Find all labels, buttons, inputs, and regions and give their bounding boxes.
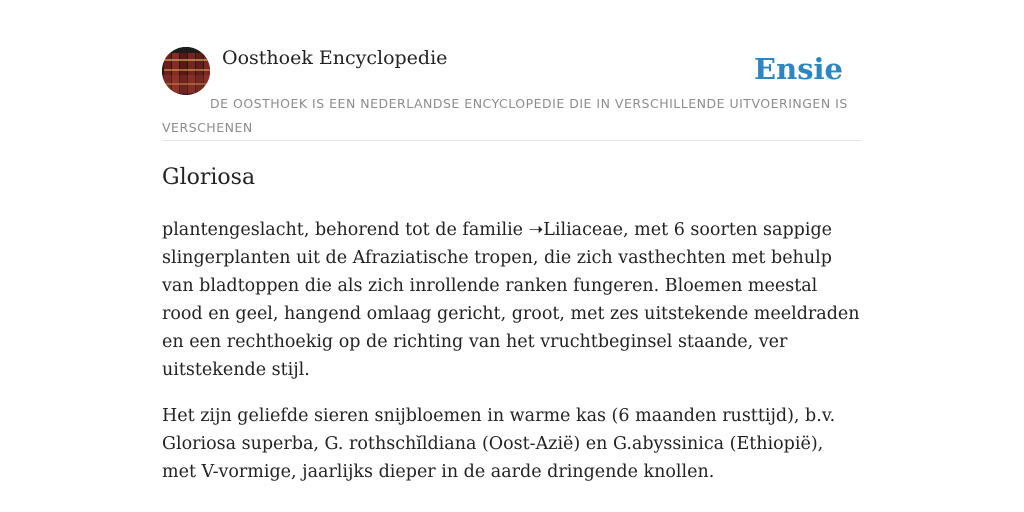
encyclopedia-books-icon[interactable]	[162, 47, 210, 95]
article-paragraph-2: Het zijn geliefde sieren snijbloemen in warme kas (6 maanden rusttijd), b.v. Gloriosa superba, G. rothschĭldiana (Oost-Azië) en G.abyssinica (Ethiopië), met V-vormige, jaarlijks dieper in de aarde dringende knollen.	[162, 406, 836, 482]
article	[162, 160, 862, 486]
article-title: Gloriosa	[162, 165, 256, 190]
publication-name[interactable]: Oosthoek Encyclopedie	[222, 47, 448, 69]
article-paragraph-1: plantengeslacht, behorend tot de familie ➝Liliaceae, met 6 soorten sappige slingerplanten uit de Afraziatische tropen, die zich vasthechten met behulp van bladtoppen die als zich inrollende ranken fungeren. Bloemen meestal rood en geel, hangend omlaag gericht, groot, met zes uitstekende meeldraden en een rechthoekig op de richting van het vruchtbeginsel staande, ver uitstekende stijl.	[162, 220, 860, 380]
publication-header	[162, 46, 862, 141]
publication-description: DE OOSTHOEK IS EEN NEDERLANDSE ENCYCLOPEDIE DIE IN VERSCHILLENDE UITVOERINGEN IS VERSCHENEN	[162, 96, 848, 135]
ensie-logo[interactable]: Ensie	[754, 52, 843, 86]
